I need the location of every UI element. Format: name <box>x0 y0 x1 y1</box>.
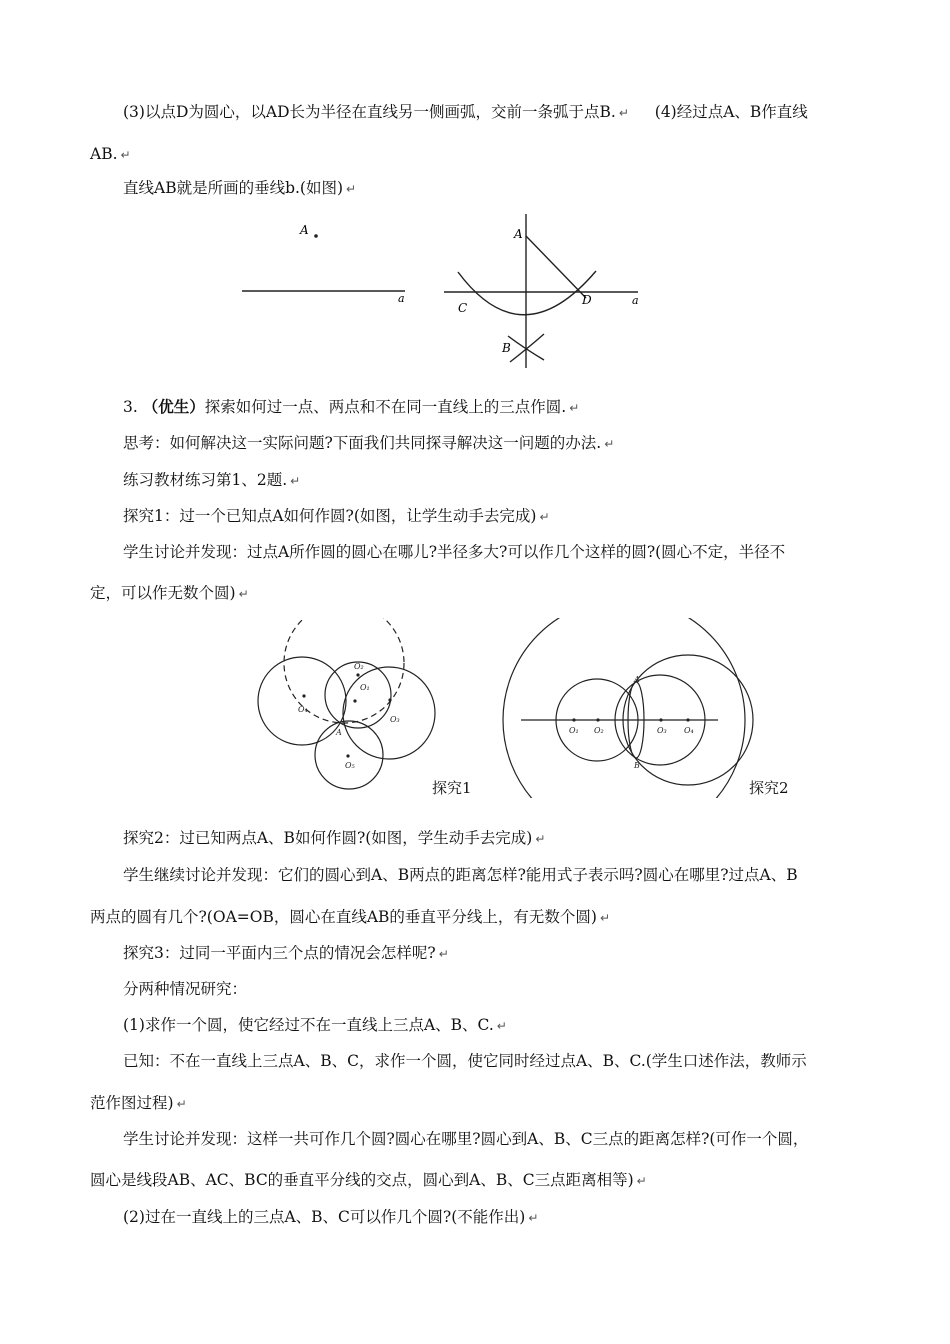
discuss1-text: 学生讨论并发现：过点A所作圆的圆心在哪儿?半径多大?可以作几个这样的圆?(圆心不定，半径不 <box>123 543 786 561</box>
case1-text: (1)求作一个圆，使它经过不在一直线上三点A、B、C. <box>123 1016 494 1034</box>
label-left-A: A <box>336 728 342 737</box>
paragraph-two-cases <box>123 978 247 1000</box>
section-tag: （优生） <box>142 397 205 416</box>
step4-continuation: AB. <box>90 145 118 163</box>
conclusion-text: 直线AB就是所画的垂线b.(如图) <box>123 179 344 197</box>
discuss3-text: 学生讨论并发现：这样一共可作几个圆?圆心在哪里?圆心到A、B、C三点的距离怎样?(可作一个圆， <box>123 1130 809 1148</box>
label-left-O4: O₄ <box>298 705 308 714</box>
paragraph-mark: ↵ <box>599 911 611 925</box>
explore3-text: 探究3：过同一平面内三个点的情况会怎样呢? <box>123 944 436 962</box>
paragraph-mark: ↵ <box>569 401 580 415</box>
paragraph-discuss3 <box>123 1128 808 1150</box>
explore2-text: 探究2：过已知两点A、B如何作圆?(如图，学生动手去完成) <box>123 829 533 847</box>
step4-text: (4)经过点A、B作直线 <box>654 103 808 121</box>
paragraph-section3 <box>123 396 579 419</box>
paragraph-mark: ↵ <box>120 148 131 162</box>
arc-CD <box>458 271 596 315</box>
discuss1-cont-text: 定，可以作无数个圆) <box>90 584 236 602</box>
paragraph-mark: ↵ <box>290 474 301 488</box>
paragraph-discuss1-cont <box>90 582 249 605</box>
label-B: B <box>502 341 511 355</box>
segment-AD <box>526 236 586 298</box>
circle-O3 <box>343 667 435 759</box>
paragraph-case2 <box>123 1206 538 1229</box>
discuss2-cont-text: 两点的圆有几个?(OA=OB，圆心在直线AB的垂直平分线上，有无数个圆) <box>90 908 597 926</box>
paragraph-discuss1 <box>123 541 785 563</box>
paragraph-mark: ↵ <box>528 1211 539 1225</box>
label-line-a-left: a <box>398 292 405 305</box>
paragraph-discuss2-cont <box>90 906 610 929</box>
paragraph-practice <box>123 469 300 492</box>
label-left-O1: O₁ <box>360 683 370 692</box>
label-line-a-right: a <box>632 294 639 307</box>
paragraph-step4-cont <box>90 143 131 166</box>
label-right-O4: O₄ <box>684 726 694 735</box>
label-left-O5: O₅ <box>345 761 355 770</box>
label-left-O2: O₂ <box>354 662 364 671</box>
label-right-O1: O₁ <box>569 726 579 735</box>
paragraph-explore3 <box>123 942 449 965</box>
given-text: 已知：不在一直线上三点A、B、C，求作一个圆，使它同时经过点A、B、C.(学生口述作法，教师示 <box>123 1052 807 1070</box>
label-right-B: B <box>634 761 640 770</box>
paragraph-explore2 <box>123 827 545 850</box>
paragraph-explore1 <box>123 505 550 528</box>
point-A-dot <box>314 234 318 238</box>
case2-text: (2)过在一直线上的三点A、B、C可以作几个圆?(不能作出) <box>123 1208 526 1226</box>
paragraph-mark: ↵ <box>176 1097 187 1111</box>
paragraph-discuss2 <box>123 864 798 886</box>
caption-explore2: 探究2 <box>749 779 789 797</box>
paragraph-mark: ↵ <box>238 587 249 601</box>
label-left-O3: O₃ <box>390 715 400 724</box>
label-A-right: A <box>514 227 523 241</box>
label-point-A: A <box>300 223 309 237</box>
think-text: 思考：如何解决这一实际问题?下面我们共同探寻解决这一问题的办法. <box>123 434 602 452</box>
paragraph-mark: ↵ <box>346 182 357 196</box>
paragraph-think <box>123 432 614 455</box>
arc-B-2 <box>510 334 544 362</box>
two-cases-text: 分两种情况研究： <box>123 980 248 998</box>
step3-text: (3)以点D为圆心，以AD长为半径在直线另一侧画弧，交前一条弧于点B. <box>123 103 616 121</box>
paragraph-given-cont <box>90 1092 187 1115</box>
label-right-A: A <box>634 675 640 684</box>
label-D: D <box>582 293 592 307</box>
explore1-text: 探究1：过一个已知点A如何作圆?(如图，让学生动手去完成) <box>123 507 537 525</box>
paragraph-mark: ↵ <box>539 510 550 524</box>
circles-figure <box>256 618 776 798</box>
label-C: C <box>458 301 468 315</box>
paragraph-mark: ↵ <box>535 832 546 846</box>
paragraph-step3 <box>123 101 808 124</box>
paragraph-mark: ↵ <box>618 106 629 120</box>
paragraph-mark: ↵ <box>438 947 449 961</box>
paragraph-conclusion <box>123 177 356 200</box>
section-text: 探索如何过一点、两点和不在同一直线上的三点作圆. <box>204 398 567 416</box>
circle-O4 <box>258 657 346 745</box>
paragraph-mark: ↵ <box>604 437 615 451</box>
paragraph-mark: ↵ <box>496 1019 507 1033</box>
label-right-O3: O₃ <box>657 726 667 735</box>
discuss2-text: 学生继续讨论并发现：它们的圆心到A、B两点的距离怎样?能用式子表示吗?圆心在哪里?过点A、B <box>123 866 798 884</box>
given-cont-text: 范作图过程) <box>90 1094 174 1112</box>
paragraph-given <box>123 1050 807 1072</box>
perpendicular-figure <box>232 208 652 383</box>
discuss3-cont-text: 圆心是线段AB、AC、BC的垂直平分线的交点，圆心到A、B、C三点距离相等) <box>90 1171 634 1189</box>
caption-explore1: 探究1 <box>432 779 472 797</box>
section-number: 3. <box>123 398 138 416</box>
paragraph-mark: ↵ <box>636 1174 647 1188</box>
paragraph-discuss3-cont <box>90 1169 647 1192</box>
label-right-O2: O₂ <box>594 726 604 735</box>
practice-text: 练习教材练习第1、2题. <box>123 471 288 489</box>
paragraph-case1 <box>123 1014 507 1037</box>
